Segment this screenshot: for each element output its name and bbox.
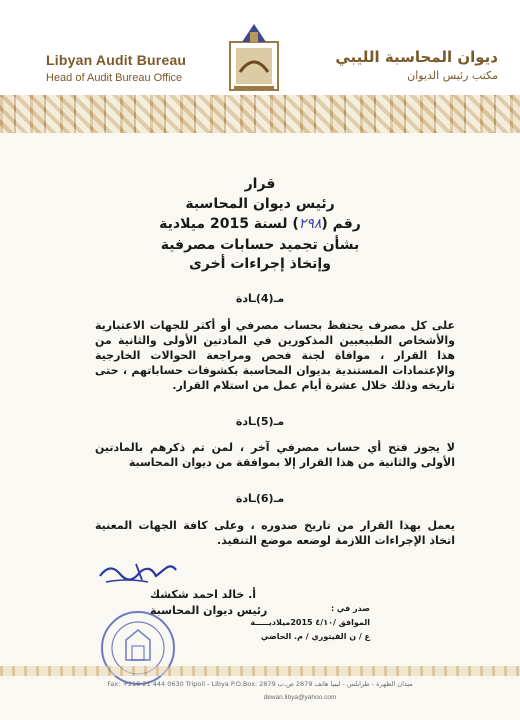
brand-arabic [298,48,498,82]
decree-title: قرار [244,176,276,192]
decree-number [60,216,460,232]
reference-initials: ع / ن الفيتوري / م. الحاضي [260,632,370,641]
footer-email: dewan.libya@yahoo.com [263,694,337,701]
signatory-title: رئيس ديوان المحاسبة [150,604,268,617]
signatory-name: أ. خالد احمد شكشك [150,588,257,601]
footer-address: ميدان الظهرة - طرابلس - ليبيا هاتف 2879 ص.ب Fax: +218 21 444 0630 Tripoli - Libya P.O.Box: 2879 [107,680,413,688]
bureau-logo-icon [222,22,286,94]
ornamental-band [0,95,520,133]
article-text: على كل مصرف يحتفظ بحساب مصرفي أو أكثر للجهات الاعتبارية والأشخاص الطبيعيين المذكورين في المادتين الأولى والثانية من هذا القرار ، موافاة لجنة فحص ومراجعة الحوالات الخارجية والإعتمادات المستندية بديوان المحاسبة بكشوفات حساباتهم ، حتى تاريخه وذلك خلال عشرة أيام عمل من استلام القرار. [95,319,455,392]
decree-subject: بشأن تجميد حسابات مصرفية [160,237,360,253]
article-heading: مـ(4)ـادة [235,292,285,305]
article-text: لا يجوز فتح أي حساب مصرفي آخر ، لمن تم ذكرهم بالمادتين الأولى والثانية من هذا القرار إلا بموافقة من ديوان المحاسبة [95,441,455,469]
org-name-en: Libyan Audit Bureau [46,52,187,68]
org-name-ar: ديوان المحاسبة الليبي [335,48,498,66]
decree-issuer: رئيس ديوان المحاسبة [185,196,335,212]
issue-date-gregorian: الموافق /٤/١٠ 2015ميلاديـــــة [250,618,370,627]
decree-subject-continued: وإتخاذ إجراءات أخرى [189,256,331,272]
issue-date-label: صدر في : [330,604,370,613]
letterhead [0,0,520,95]
decree-number-handwritten: ٢٩٨ [298,216,322,232]
article-heading: مـ(6)ـادة [235,492,285,505]
article-text: يعمل بهذا القرار من تاريخ صدوره ، وعلى كافة الجهات المعنية اتخاذ الإجراءات اللازمة لوضعه موضع التنفيذ. [95,519,455,547]
handwritten-signature-icon [96,560,178,586]
office-name-ar: مكتب رئيس الديوان [407,69,498,82]
decree-number-suffix: ) لسنة 2015 ميلادية [159,216,299,232]
brand-english [46,52,226,84]
office-name-en: Head of Audit Bureau Office [46,72,183,84]
article-heading: مـ(5)ـادة [235,415,285,428]
decree-number-prefix: رقم ( [321,216,361,232]
ornamental-band-bottom [0,666,520,676]
